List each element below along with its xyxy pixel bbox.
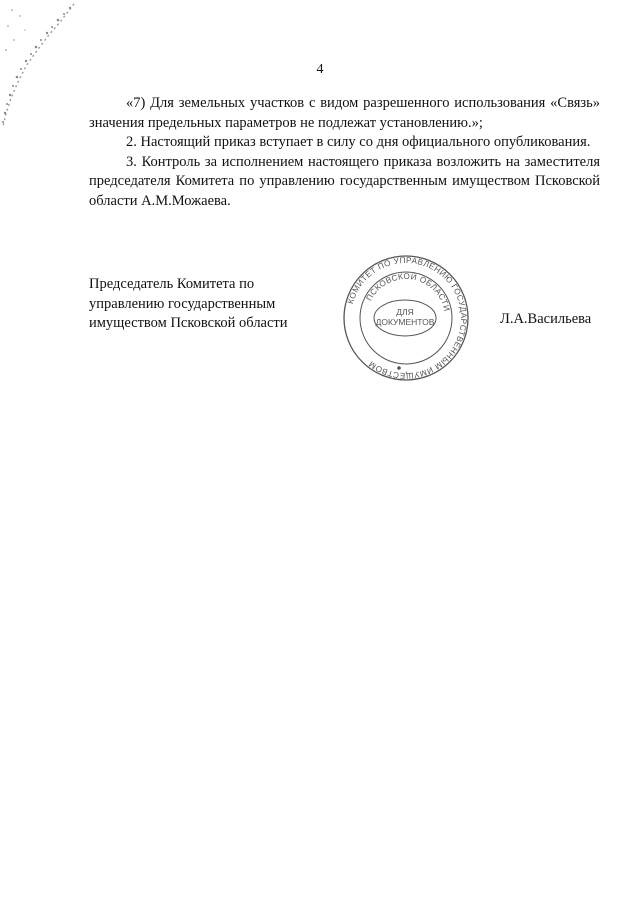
- signer-name: Л.А.Васильева: [500, 311, 592, 327]
- stamp-center-line1: ДЛЯ: [396, 307, 414, 317]
- paragraph-point-2: 2. Настоящий приказ вступает в силу со дня официального опубликования.: [126, 134, 591, 151]
- paragraph-item-7: «7) Для земельных участков с видом разрешенного использования «Связь» значения предельных параметров не подлежат установлению.»;: [89, 95, 600, 131]
- stamp-inner-text: ПСКОВСКОЙ ОБЛАСТИ: [364, 271, 452, 313]
- signer-position-line: Председатель Комитета по: [89, 276, 255, 292]
- stamp-dot: [397, 366, 401, 370]
- page-number: 4: [316, 62, 324, 77]
- official-stamp: [341, 255, 471, 381]
- stamp-center-line2: ДОКУМЕНТОВ: [375, 317, 435, 327]
- signer-position-line: имуществом Псковской области: [89, 315, 288, 332]
- stamp-ring-text: КОМИТЕТ ПО УПРАВЛЕНИЮ ГОСУДАРСТВЕННЫМ ИМУЩЕСТВОМ: [345, 255, 469, 381]
- order-text: [89, 94, 600, 212]
- paragraph-point-3: 3. Контроль за исполнением настоящего приказа возложить на заместителя председателя Комитета по управлению государственным имуществом Псковской области А.М.Можаева.: [89, 153, 600, 209]
- signer-position-line: управлению государственным: [89, 295, 276, 312]
- signer-position: [89, 275, 288, 334]
